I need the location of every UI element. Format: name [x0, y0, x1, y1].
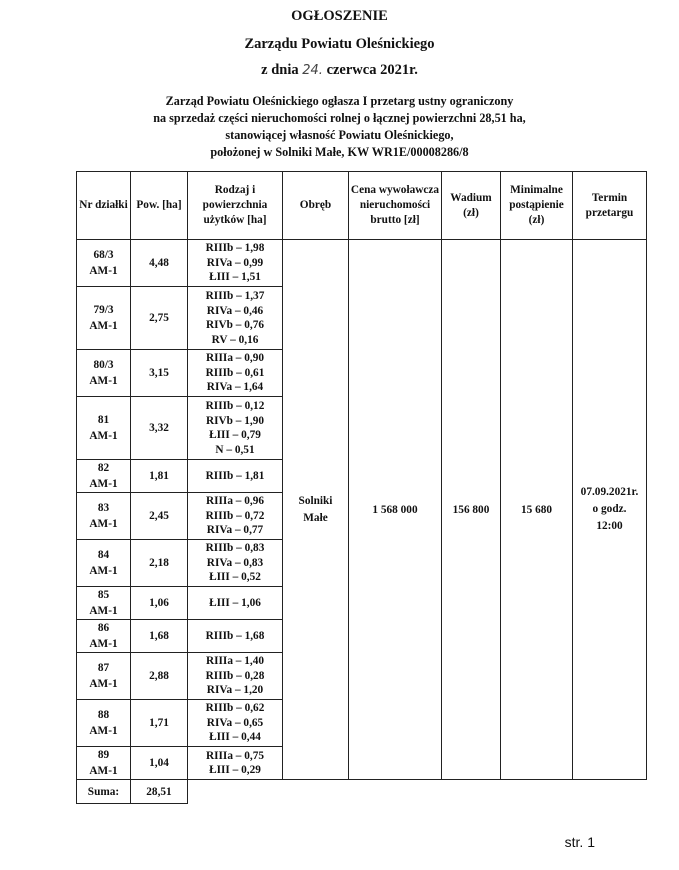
parcel-map-sheet: AM-1	[89, 678, 118, 690]
cell-auction-date	[573, 240, 647, 780]
cell-land-use	[188, 653, 283, 700]
header-wadium: Wadium (zł)	[442, 172, 501, 240]
parcel-id: 86	[97, 622, 110, 634]
cell-area: 1,68	[131, 620, 188, 653]
land-use-entry: N – 0,51	[215, 443, 255, 456]
cell-min-increment: 15 680	[501, 240, 573, 780]
date-day-handwritten: 24.	[302, 63, 323, 78]
land-use-entry: RIIIb – 1,68	[205, 629, 265, 642]
land-use-entry: RIIIb – 0,62	[205, 702, 265, 715]
parcel-id: 68/3	[93, 249, 114, 261]
intro-line-4: położonej w Solniki Małe, KW WR1E/00008286/8	[210, 145, 469, 159]
land-use-entry: RIIIa – 0,96	[205, 495, 265, 508]
parcel-map-sheet: AM-1	[89, 478, 118, 490]
parcel-map-sheet: AM-1	[89, 765, 118, 777]
land-use-entry: ŁIII – 0,44	[209, 731, 261, 744]
cell-deposit: 156 800	[442, 240, 501, 780]
cell-parcel-number	[77, 747, 131, 780]
land-use-entry: RIVa – 1,20	[206, 684, 264, 697]
empty-cell	[442, 780, 501, 804]
cell-parcel-number	[77, 350, 131, 397]
empty-cell	[349, 780, 442, 804]
cell-parcel-number	[77, 493, 131, 540]
empty-cell	[573, 780, 647, 804]
land-use-entry: RIVa – 0,99	[206, 256, 264, 269]
parcel-id: 87	[97, 662, 110, 674]
land-use-entry: RIVa – 0,46	[206, 304, 264, 317]
land-use-entry: ŁIII – 1,06	[209, 596, 261, 609]
parcel-id: 85	[97, 589, 110, 601]
land-use-entry: ŁIII – 0,29	[209, 764, 261, 776]
announcement-title: OGŁOSZENIE	[291, 8, 388, 24]
land-use-entry: RIIIa – 0,90	[205, 352, 265, 365]
header-postapienie: Minimalne postąpienie (zł)	[501, 172, 573, 240]
cell-land-use	[188, 460, 283, 493]
parcel-map-sheet: AM-1	[89, 565, 118, 577]
cell-area: 3,32	[131, 397, 188, 460]
header-obreb: Obręb	[283, 172, 349, 240]
land-use-entry: ŁIII – 1,51	[209, 271, 261, 284]
land-use-entry: RIIIa – 0,75	[205, 749, 265, 762]
cell-area: 2,88	[131, 653, 188, 700]
cell-auction-date-line: 12:00	[596, 520, 623, 532]
header-termin: Termin przetargu	[573, 172, 647, 240]
cell-area: 1,06	[131, 587, 188, 620]
land-use-entry: RIIIb – 0,72	[205, 509, 265, 522]
cell-parcel-number	[77, 653, 131, 700]
cell-land-use	[188, 540, 283, 587]
header-pow: Pow. [ha]	[131, 172, 188, 240]
cell-area: 1,04	[131, 747, 188, 780]
cell-parcel-number	[77, 397, 131, 460]
cell-area: 1,81	[131, 460, 188, 493]
cell-land-use	[188, 287, 283, 350]
land-use-entry: RIIIa – 1,40	[205, 655, 265, 668]
parcel-map-sheet: AM-1	[89, 605, 118, 617]
land-use-entry: RIVa – 0,83	[206, 556, 264, 569]
land-use-entry: RIIIb – 0,61	[205, 366, 265, 379]
parcel-map-sheet: AM-1	[89, 320, 118, 332]
parcel-map-sheet: AM-1	[89, 265, 118, 277]
parcel-id: 81	[97, 414, 110, 426]
cell-parcel-number	[77, 587, 131, 620]
cell-starting-price: 1 568 000	[349, 240, 442, 780]
cell-auction-date-line: 07.09.2021r.	[580, 486, 639, 498]
table-header-row	[77, 172, 647, 240]
parcel-map-sheet: AM-1	[89, 375, 118, 387]
parcel-id: 88	[97, 709, 110, 721]
land-use-entry: RIIIb – 0,28	[205, 669, 265, 682]
sum-row	[77, 780, 647, 804]
cell-area: 2,45	[131, 493, 188, 540]
cell-land-use	[188, 350, 283, 397]
empty-cell	[283, 780, 349, 804]
parcel-id: 89	[97, 749, 110, 761]
cell-area: 2,75	[131, 287, 188, 350]
parcel-map-sheet: AM-1	[89, 725, 118, 737]
land-use-entry: ŁIII – 0,79	[209, 429, 261, 441]
land-use-entry: RIVb – 0,76	[205, 319, 265, 331]
cell-land-use	[188, 747, 283, 780]
page-number: str. 1	[564, 834, 595, 850]
land-use-entry: RIIIb – 0,12	[205, 400, 265, 412]
cell-land-use	[188, 493, 283, 540]
parcels-table	[76, 171, 647, 804]
table-body	[77, 240, 647, 804]
header-rodzaj: Rodzaj i powierzchnia użytków [ha]	[188, 172, 283, 240]
parcel-map-sheet: AM-1	[89, 430, 118, 442]
cell-parcel-number	[77, 460, 131, 493]
cell-land-use	[188, 700, 283, 747]
cell-land-use	[188, 620, 283, 653]
parcel-id: 84	[97, 549, 110, 561]
parcel-map-sheet: AM-1	[89, 638, 118, 650]
cell-land-use	[188, 587, 283, 620]
parcel-id: 79/3	[93, 304, 114, 316]
date-prefix: z dnia	[261, 62, 299, 78]
cell-area: 2,18	[131, 540, 188, 587]
intro-line-1: Zarząd Powiatu Oleśnickiego ogłasza I przetarg ustny ograniczony	[165, 94, 514, 108]
land-use-entry: RIIIb – 1,37	[205, 290, 265, 302]
cell-obreb: Solniki Małe	[283, 240, 349, 780]
cell-area: 1,71	[131, 700, 188, 747]
empty-cell	[188, 780, 283, 804]
land-use-entry: RIVa – 0,65	[206, 716, 264, 729]
header-nr: Nr działki	[77, 172, 131, 240]
intro-line-2: na sprzedaż części nieruchomości rolnej o łącznej powierzchni 28,51 ha,	[153, 111, 526, 125]
land-use-entry: RIVa – 0,77	[206, 524, 264, 537]
cell-parcel-number	[77, 240, 131, 287]
cell-area: 4,48	[131, 240, 188, 287]
land-use-entry: RIVa – 1,64	[206, 381, 264, 394]
cell-parcel-number	[77, 540, 131, 587]
header-cena: Cena wywoławcza nieruchomości brutto [zł]	[349, 172, 442, 240]
land-use-entry: RIIIb – 1,81	[205, 469, 265, 482]
empty-cell	[501, 780, 573, 804]
date-suffix: czerwca 2021r.	[322, 62, 418, 78]
parcel-id: 82	[97, 462, 110, 474]
announcement-date	[0, 62, 679, 79]
cell-land-use	[188, 240, 283, 287]
cell-parcel-number	[77, 700, 131, 747]
cell-area: 3,15	[131, 350, 188, 397]
cell-parcel-number	[77, 620, 131, 653]
sum-label: Suma:	[77, 780, 131, 804]
parcel-map-sheet: AM-1	[89, 518, 118, 530]
cell-auction-date-line: o godz.	[592, 503, 627, 515]
land-use-entry: RIVb – 1,90	[205, 414, 265, 427]
parcel-id: 83	[97, 502, 110, 514]
land-use-entry: ŁIII – 0,52	[209, 571, 261, 584]
announcement-organization: Zarządu Powiatu Oleśnickiego	[244, 36, 435, 52]
land-use-entry: RV – 0,16	[211, 333, 259, 346]
cell-land-use	[188, 397, 283, 460]
table-row	[77, 240, 647, 287]
sum-value: 28,51	[131, 780, 188, 804]
land-use-entry: RIIIb – 1,98	[205, 242, 265, 255]
land-use-entry: RIIIb – 0,83	[205, 542, 265, 555]
intro-line-3: stanowiącej własność Powiatu Oleśnickiego,	[225, 128, 454, 142]
cell-parcel-number	[77, 287, 131, 350]
parcel-id: 80/3	[93, 359, 114, 371]
